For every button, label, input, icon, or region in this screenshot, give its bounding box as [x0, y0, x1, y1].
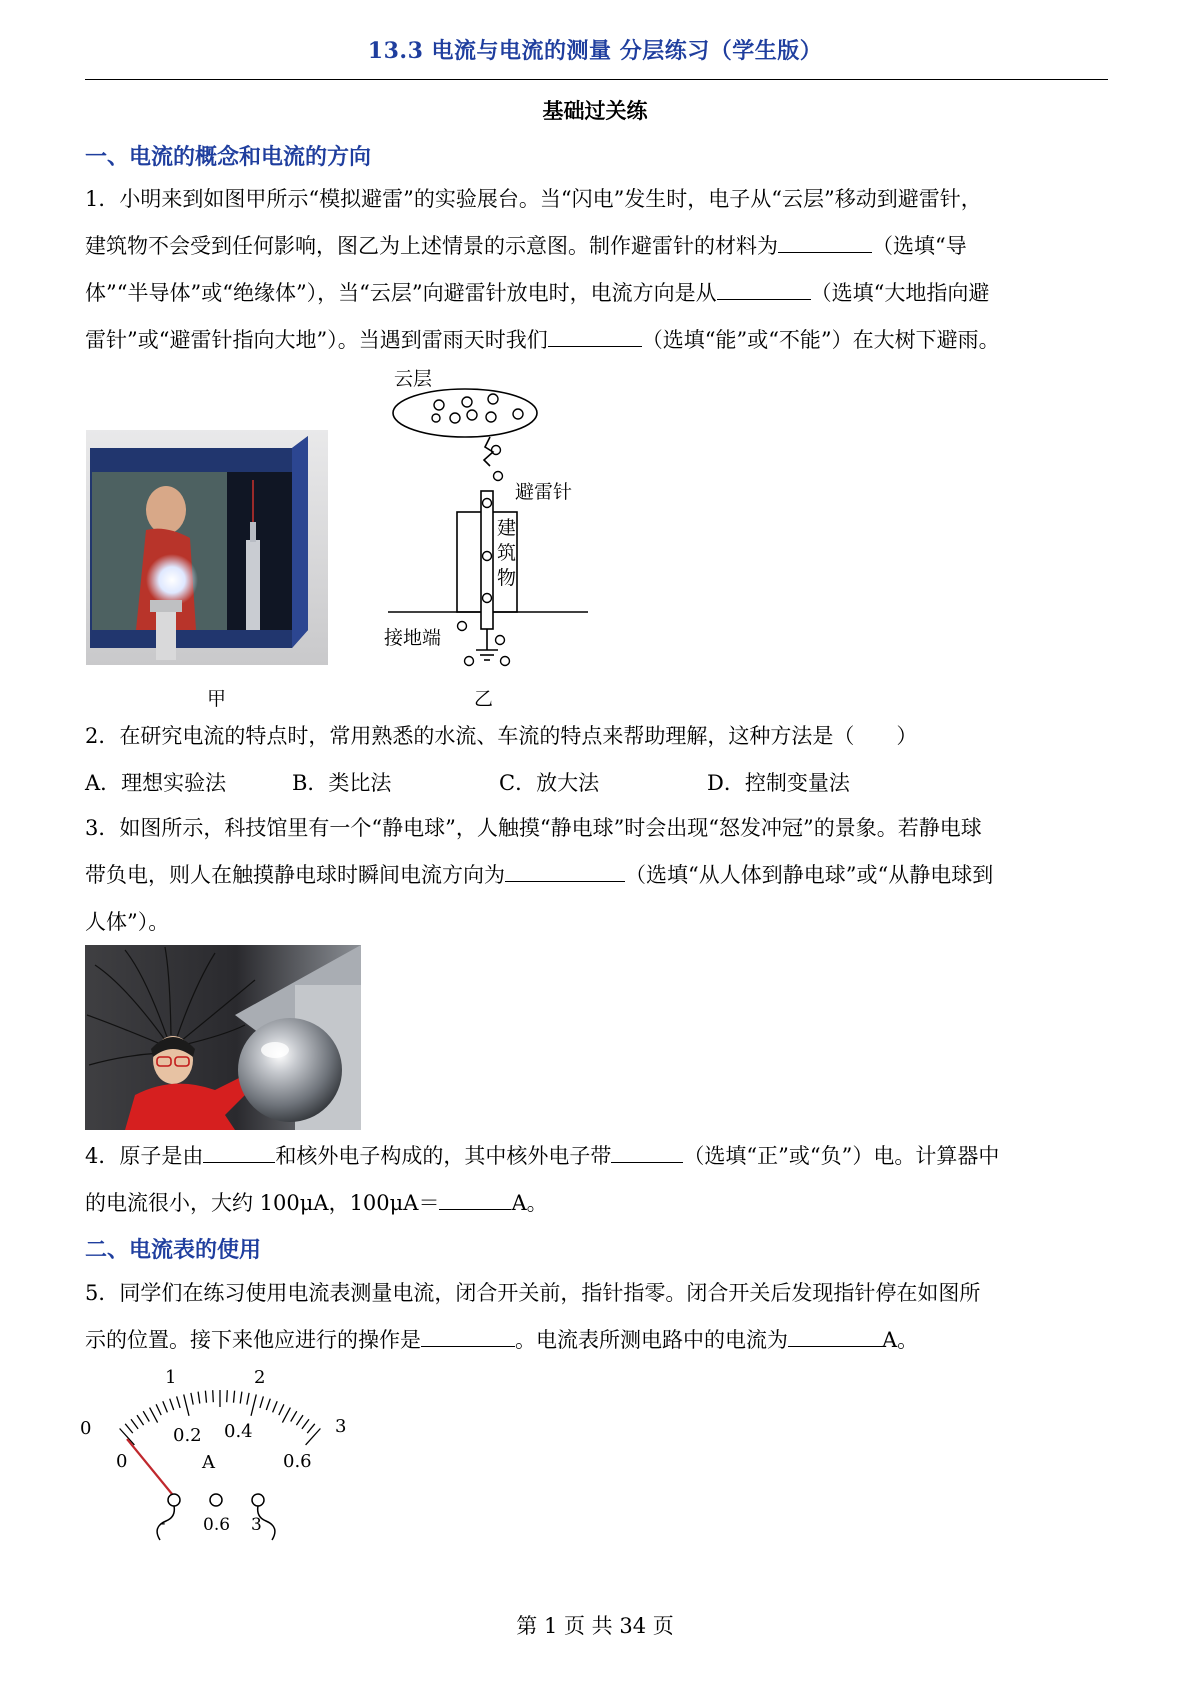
- q1-line-4-tail: （选填“能”或“不能”）在大树下避雨。: [641, 328, 1000, 352]
- ammeter-tick: [260, 1396, 264, 1408]
- q2-option-c[interactable]: C．放大法: [499, 771, 600, 795]
- ammeter-scale-ticks: [120, 1390, 321, 1445]
- q1-line-4-text: 雷针”或“避雷针指向大地”）。当遇到雷雨天时我们: [85, 328, 548, 352]
- q1-answer-blank-1[interactable]: [778, 230, 872, 253]
- ammeter-tick: [177, 1396, 181, 1408]
- ammeter-tick: [205, 1391, 206, 1403]
- diagram-label-building-3: 物: [497, 567, 517, 589]
- q3-line-2-tail: （选填“从人体到静电球”或“从静电球到: [625, 863, 994, 887]
- figure-b-lightning-rod-diagram: [380, 362, 600, 672]
- q1-line-1: 1．小明来到如图甲所示“模拟避雷”的实验展台。当“闪电”发生时，电子从“云层”移动到避雷针，: [85, 187, 982, 211]
- q4-line-2-tail: A。: [511, 1191, 548, 1215]
- ammeter-tick: [296, 1415, 303, 1425]
- ammeter-tick: [234, 1391, 235, 1403]
- question-4: [85, 1133, 1110, 1227]
- page-title: 13.3 电流与电流的测量 分层练习（学生版）: [367, 38, 823, 64]
- ammeter-tick: [170, 1399, 174, 1410]
- ammeter-lower-3: 0.6: [283, 1451, 312, 1472]
- ammeter-tick: [163, 1401, 168, 1412]
- ammeter-upper-0: 0: [80, 1418, 92, 1439]
- ammeter-upper-2: 2: [254, 1367, 266, 1388]
- q3-line-2: [85, 852, 1110, 899]
- page-footer: 第 1 页 共 34 页: [516, 1614, 674, 1638]
- q3-answer-blank[interactable]: [505, 859, 625, 882]
- ammeter-tick: [131, 1419, 138, 1429]
- ammeter-tick: [227, 1390, 228, 1402]
- ammeter-terminal-0-6: 0.6: [203, 1515, 231, 1535]
- ammeter-tick: [282, 1408, 290, 1423]
- ammeter-tick: [247, 1393, 249, 1405]
- q2-option-d[interactable]: D．控制变量法: [707, 771, 850, 795]
- q4-answer-blank-1[interactable]: [203, 1140, 275, 1163]
- ammeter-tick: [191, 1393, 193, 1405]
- question-3: [85, 805, 1110, 946]
- ammeter-tick: [279, 1404, 284, 1415]
- section-heading-1: 一、电流的概念和电流的方向: [85, 144, 372, 170]
- ammeter-tick: [306, 1429, 321, 1445]
- diagram-label-building-1: 建: [497, 517, 517, 539]
- q1-line-2: [85, 223, 1110, 270]
- q5-answer-blank-1[interactable]: [421, 1324, 515, 1347]
- q2-option-a[interactable]: A．理想实验法: [85, 771, 227, 795]
- q3-line-3: 人体”）。: [85, 910, 170, 934]
- diagram-label-cloud: 云层: [394, 368, 433, 390]
- q3-line-2-text: 带负电，则人在触摸静电球时瞬间电流方向为: [85, 863, 505, 887]
- q5-line-1: 5．同学们在练习使用电流表测量电流，闭合开关前，指针指零。闭合开关后发现指针停在如图所: [85, 1281, 981, 1305]
- static-ball-photo: [85, 945, 361, 1130]
- q5-answer-blank-2[interactable]: [788, 1324, 882, 1347]
- q4-answer-blank-3[interactable]: [439, 1187, 511, 1210]
- ammeter-tick: [143, 1411, 149, 1421]
- question-1: [85, 176, 1110, 364]
- diagram-label-ground: 接地端: [384, 627, 442, 649]
- q5-line-2-tail: A。: [882, 1328, 919, 1352]
- q5-line-2-text: 示的位置。接下来他应进行的操作是: [85, 1328, 421, 1352]
- ammeter-terminal-3: 3: [251, 1515, 262, 1535]
- figure-b-caption: 乙: [474, 688, 494, 710]
- ammeter-tick: [150, 1408, 158, 1423]
- q2-stem: 2．在研究电流的特点时，常用熟悉的水流、车流的特点来帮助理解，这种方法是（ ）: [85, 724, 918, 748]
- ammeter-needle: [127, 1439, 172, 1494]
- ammeter-tick: [307, 1424, 315, 1433]
- q2-option-b[interactable]: B．类比法: [292, 771, 392, 795]
- ammeter-terminal-neg: -: [160, 1513, 166, 1532]
- ammeter-tick: [198, 1392, 200, 1404]
- question-5: [85, 1270, 1110, 1364]
- q1-line-2-text: 建筑物不会受到任何影响，图乙为上述情景的示意图。制作避雷针的材料为: [85, 234, 778, 258]
- main-heading: 基础过关练: [542, 98, 648, 123]
- q2-options: [85, 760, 1110, 807]
- q4-line-2-text: 的电流很小，大约 100μA，100μA＝: [85, 1191, 440, 1215]
- section-heading-2: 二、电流表的使用: [85, 1237, 262, 1263]
- header-rule: [85, 79, 1108, 80]
- q4-line-1-text: 4．原子是由: [85, 1144, 204, 1168]
- q1-line-3-tail: （选填“大地指向避: [810, 281, 990, 305]
- ammeter-upper-1: 1: [165, 1367, 177, 1388]
- q1-line-2-tail: （选填“导: [872, 234, 967, 258]
- q4-line-1-mid: 和核外电子构成的，其中核外电子带: [275, 1144, 612, 1168]
- ammeter-tick: [251, 1395, 256, 1416]
- ammeter-tick: [156, 1404, 161, 1415]
- ammeter-diagram: [80, 1365, 360, 1545]
- ammeter-tick: [120, 1429, 135, 1445]
- ammeter-tick: [273, 1401, 278, 1412]
- q1-line-4: [85, 317, 1110, 364]
- ammeter-lower-1: 0.2: [173, 1425, 202, 1446]
- diagram-label-building-2: 筑: [497, 542, 517, 564]
- ammeter-tick: [291, 1411, 297, 1421]
- ammeter-tick: [266, 1399, 270, 1410]
- figure-a-exhibit-photo: [86, 430, 328, 665]
- figure-a-caption: 甲: [207, 688, 227, 710]
- ammeter-tick: [137, 1415, 144, 1425]
- ammeter-tick: [213, 1390, 214, 1402]
- q1-line-3-text: 体”“半导体”或“绝缘体”），当“云层”向避雷针放电时，电流方向是从: [85, 281, 717, 305]
- q4-answer-blank-2[interactable]: [611, 1140, 683, 1163]
- q4-line-2: [85, 1180, 1110, 1227]
- q5-line-2-mid: 。电流表所测电路中的电流为: [515, 1328, 788, 1352]
- diagram-label-rod: 避雷针: [515, 481, 573, 503]
- ammeter-tick: [125, 1424, 133, 1433]
- q1-line-3: [85, 270, 1110, 317]
- ammeter-lower-0: 0: [116, 1451, 128, 1472]
- q5-line-2: [85, 1317, 1110, 1364]
- ammeter-tick: [302, 1419, 309, 1429]
- question-2: [85, 713, 1110, 760]
- q4-line-1: [85, 1133, 1110, 1180]
- q1-answer-blank-3[interactable]: [548, 324, 642, 347]
- q1-answer-blank-2[interactable]: [717, 277, 811, 300]
- q3-line-1: 3．如图所示，科技馆里有一个“静电球”，人触摸“静电球”时会出现“怒发冲冠”的景象。若静电球: [85, 816, 982, 840]
- ammeter-tick: [240, 1392, 242, 1404]
- ammeter-lower-2: 0.4: [224, 1421, 253, 1442]
- ammeter-tick: [184, 1395, 189, 1416]
- ammeter-unit: A: [202, 1452, 215, 1473]
- q4-line-1-tail: （选填“正”或“负”）电。计算器中: [683, 1144, 1000, 1168]
- ammeter-upper-3: 3: [335, 1416, 347, 1437]
